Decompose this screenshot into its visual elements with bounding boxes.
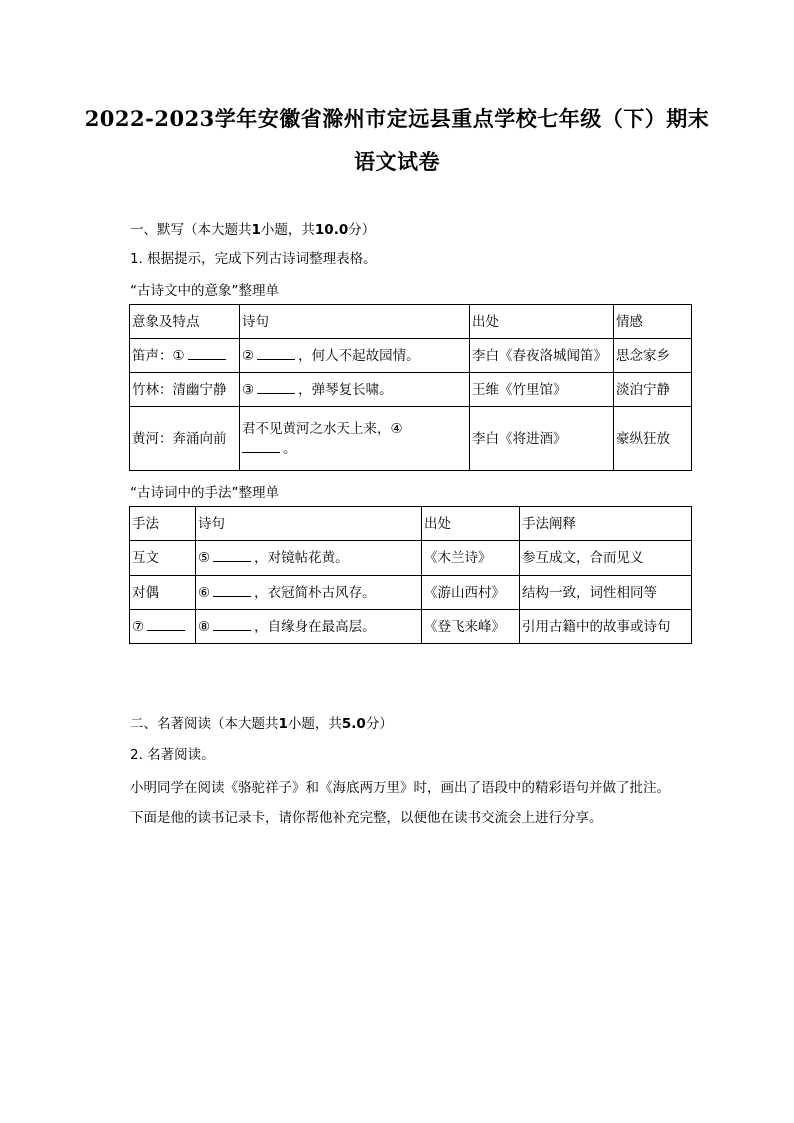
table-cell: 李白《将进酒》 — [470, 407, 614, 471]
table-row — [130, 541, 692, 576]
answer-blank[interactable] — [188, 347, 226, 360]
technique-table — [129, 506, 692, 644]
table-cell: 思念家乡 — [614, 339, 692, 373]
table-cell: 豪纵狂放 — [614, 407, 692, 471]
table-cell: 淡泊宁静 — [614, 373, 692, 407]
table-cell: 黄河：奔涌向前 — [130, 407, 240, 471]
table-cell: ⑥ ，衣冠简朴古风存。 — [196, 576, 422, 610]
table-header-cell: 诗句 — [240, 305, 470, 339]
table-cell: 竹林：清幽宁静 — [130, 373, 240, 407]
table-cell: 《游山西村》 — [422, 576, 520, 610]
table-row — [130, 339, 692, 373]
answer-blank[interactable] — [213, 618, 251, 631]
answer-blank[interactable] — [257, 381, 295, 394]
table-row — [130, 610, 692, 644]
answer-blank[interactable] — [257, 347, 295, 360]
section1-heading: 一、默写（本大题共1小题，共10.0分） — [130, 222, 376, 238]
table2-caption: “古诗词中的手法”整理单 — [130, 485, 279, 501]
table-header-cell: 意象及特点 — [130, 305, 240, 339]
answer-blank[interactable] — [242, 440, 280, 453]
table-cell: 王维《竹里馆》 — [470, 373, 614, 407]
table-header-cell: 出处 — [470, 305, 614, 339]
section2-heading: 二、名著阅读（本大题共1小题，共5.0分） — [130, 716, 393, 732]
question-2: 2. 名著阅读。 — [130, 747, 215, 763]
exam-title-line1: 2022-2023学年安徽省滁州市定远县重点学校七年级（下）期末 — [84, 106, 710, 131]
exam-title-line2: 语文试卷 — [354, 149, 440, 174]
table-header-row — [130, 305, 692, 339]
table-header-cell: 手法 — [130, 507, 196, 541]
answer-blank[interactable] — [213, 584, 251, 597]
table-header-cell: 情感 — [614, 305, 692, 339]
table-cell: 互文 — [130, 541, 196, 576]
table-cell: 引用古籍中的故事或诗句 — [520, 610, 692, 644]
paragraph-line: 小明同学在阅读《骆驼祥子》和《海底两万里》时，画出了语段中的精彩语句并做了批注。 — [130, 780, 670, 796]
answer-blank[interactable] — [213, 549, 251, 562]
table-cell: ⑦ — [130, 610, 196, 644]
question-1: 1. 根据提示，完成下列古诗词整理表格。 — [130, 251, 377, 267]
table-cell: 笛声：① — [130, 339, 240, 373]
table-cell: 结构一致，词性相同等 — [520, 576, 692, 610]
table-row — [130, 576, 692, 610]
table-cell: ⑧ ，自缘身在最高层。 — [196, 610, 422, 644]
table-cell: 李白《春夜洛城闻笛》 — [470, 339, 614, 373]
table-cell: 君不见黄河之水天上来，④ 。 — [240, 407, 470, 471]
table-header-cell: 诗句 — [196, 507, 422, 541]
table-cell: ② ，何人不起故园情。 — [240, 339, 470, 373]
table-cell: 《木兰诗》 — [422, 541, 520, 576]
table-cell: 《登飞来峰》 — [422, 610, 520, 644]
table-cell: ⑤ ，对镜帖花黄。 — [196, 541, 422, 576]
table-header-row — [130, 507, 692, 541]
table1-caption: “古诗文中的意象”整理单 — [130, 283, 279, 299]
imagery-table — [129, 304, 692, 471]
table-header-cell: 出处 — [422, 507, 520, 541]
table-header-cell: 手法阐释 — [520, 507, 692, 541]
table-cell: ③ ，弹琴复长啸。 — [240, 373, 470, 407]
answer-blank[interactable] — [147, 618, 185, 631]
table-cell: 对偶 — [130, 576, 196, 610]
table-cell: 参互成文，合而见义 — [520, 541, 692, 576]
table-row — [130, 373, 692, 407]
table-row — [130, 407, 692, 471]
paragraph-line: 下面是他的读书记录卡，请你帮他补充完整，以便他在读书交流会上进行分享。 — [130, 810, 603, 826]
